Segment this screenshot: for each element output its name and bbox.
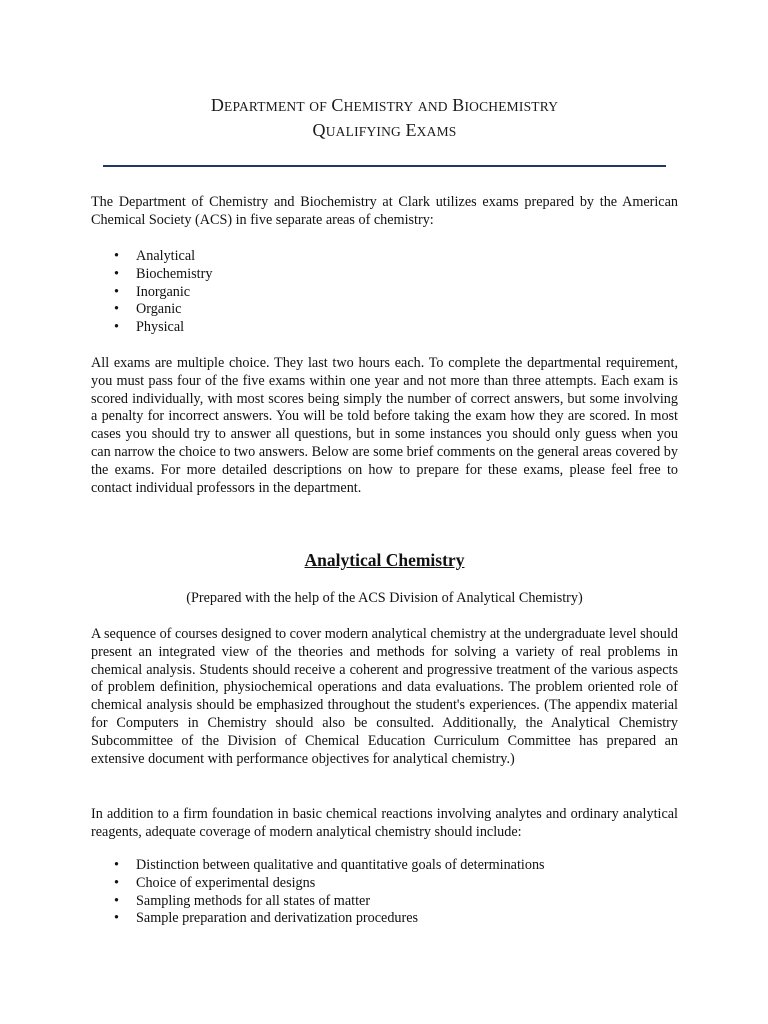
coverage-list (91, 857, 678, 928)
section-subheading: (Prepared with the help of the ACS Division of Analytical Chemistry) (186, 590, 583, 606)
page-title-line-1: DEPARTMENT OF CHEMISTRY AND BIOCHEMISTRY (210, 95, 559, 115)
list-item: • Biochemistry (91, 266, 678, 284)
analytical-paragraph-2: In addition to a firm foundation in basic chemical reactions involving analytes and ordinary analytical reagents, adequate coverage of modern analytical chemistry should include: (91, 806, 678, 840)
exam-info-paragraph: All exams are multiple choice. They last two hours each. To complete the departmental requirement, you must pass four of the five exams within one year and not more than three attempts. Each exam is scored individually, with most scores being simply the number of correct answers, but some involving a penalty for incorrect answers. You will be told before taking the exam how they are scored. In most cases you should try to answer all questions, but in some instances you should only guess when you can narrow the choice to two answers. Below are some brief comments on the general areas covered by the exams. For more detailed descriptions on how to prepare for these exams, please feel free to contact individual professors in the department. (91, 355, 678, 496)
analytical-paragraph-1: A sequence of courses designed to cover modern analytical chemistry at the undergraduate level should present an integrated view of the theories and methods for solving a variety of real problems in chemical analysis. Students should receive a coherent and progressive treatment of the various aspects of problem definition, physiochemical operations and data evaluations. The problem oriented role of chemical analysis should be emphasized throughout the student's experiences. (The appendix material for Computers in Chemistry should also be consulted. Additionally, the Analytical Chemistry Subcommittee of the Division of Chemical Education Curriculum Committee has prepared an extensive document with performance objectives for analytical chemistry.) (91, 626, 678, 767)
list-item: • Choice of experimental designs (91, 875, 678, 893)
page-title-line-2: QUALIFYING EXAMS (312, 120, 457, 140)
exam-areas-list (91, 248, 678, 337)
intro-paragraph: The Department of Chemistry and Biochemistry at Clark utilizes exams prepared by the American Chemical Society (ACS) in five separate areas of chemistry: (91, 194, 678, 228)
list-item: • Analytical (91, 248, 678, 266)
list-item: • Sampling methods for all states of matter (91, 893, 678, 911)
list-item: • Distinction between qualitative and quantitative goals of determinations (91, 857, 678, 875)
list-item: • Organic (91, 301, 678, 319)
title-divider (103, 165, 666, 167)
list-item: • Sample preparation and derivatization procedures (91, 910, 678, 928)
list-item: • Inorganic (91, 284, 678, 302)
section-heading-analytical: Analytical Chemistry (304, 550, 465, 570)
list-item: • Physical (91, 319, 678, 337)
